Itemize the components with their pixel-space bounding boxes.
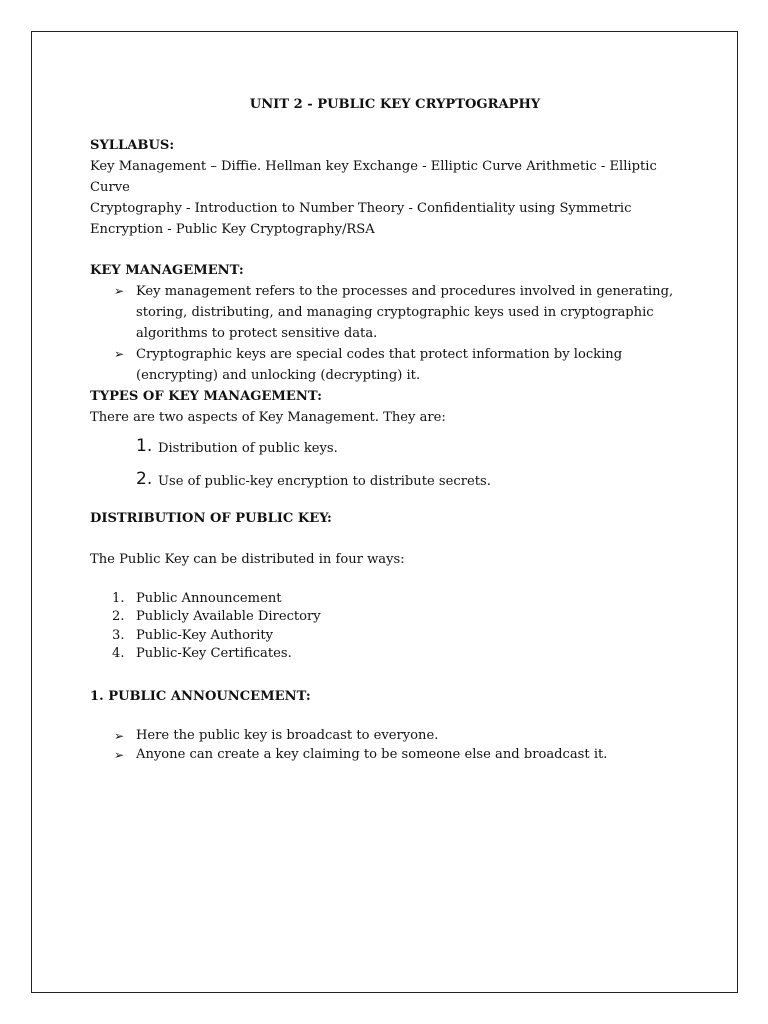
public-announcement-bullets [90,727,690,764]
arrowhead-bullet-icon: ➢ [114,729,125,744]
distribution-heading: DISTRIBUTION OF PUBLIC KEY: [90,511,332,526]
list-item [90,608,690,626]
list-item [90,727,690,746]
arrowhead-bullet-icon: ➢ [114,347,125,361]
list-item-text: Public-Key Authority [136,627,274,643]
types-heading: TYPES OF KEY MANAGEMENT: [90,389,322,404]
public-announcement-heading: 1. PUBLIC ANNOUNCEMENT: [90,689,311,705]
bullet-line: Cryptographic keys are special codes that protect information by locking [136,347,623,362]
key-management-bullets [90,281,690,386]
bullet-line: storing, distributing, and managing cryptographic keys used in cryptographic [136,305,654,320]
types-intro: There are two aspects of Key Management. They are: [90,410,446,425]
bullet-line: algorithms to protect sensitive data. [136,326,378,341]
list-number: 1. [136,436,153,456]
syllabus-line: Encryption - Public Key Cryptography/RSA [90,222,375,237]
list-item [90,645,690,663]
list-item-text: Publicly Available Directory [136,609,321,625]
list-item [90,281,690,344]
list-number: 4. [112,645,125,661]
bullet-line: Key management refers to the processes and procedures involved in generating, [136,284,674,299]
list-item-text: Distribution of public keys. [158,441,338,456]
list-item [90,344,690,386]
types-list [90,432,690,498]
key-management-heading: KEY MANAGEMENT: [90,263,244,278]
list-item [90,465,690,498]
distribution-list [90,590,690,663]
list-item-text: Public-Key Certificates. [136,645,292,661]
list-number: 3. [112,627,125,643]
arrowhead-bullet-icon: ➢ [114,747,125,762]
list-number: 1. [112,591,125,606]
list-number: 2. [136,469,153,489]
list-item-text: Public Announcement [136,591,282,606]
list-item [90,746,690,765]
list-number: 2. [112,609,125,625]
list-item [90,590,690,608]
bullet-line: Here the public key is broadcast to everyone. [136,728,439,744]
bullet-line: (encrypting) and unlocking (decrypting) it. [136,368,421,383]
list-item [90,432,690,465]
document-title: UNIT 2 - PUBLIC KEY CRYPTOGRAPHY [249,97,541,112]
list-item-text: Use of public-key encryption to distribute secrets. [158,474,491,489]
document-body [90,94,690,764]
syllabus-heading: SYLLABUS: [90,138,175,153]
distribution-intro: The Public Key can be distributed in four ways: [90,552,405,567]
arrowhead-bullet-icon: ➢ [114,284,125,298]
syllabus-line: Key Management – Diffie. Hellman key Exchange - Elliptic Curve Arithmetic - Elliptic Curve [90,159,657,195]
bullet-line: Anyone can create a key claiming to be someone else and broadcast it. [136,746,608,762]
list-item [90,627,690,645]
syllabus-line: Cryptography - Introduction to Number Theory - Confidentiality using Symmetric [90,201,632,216]
